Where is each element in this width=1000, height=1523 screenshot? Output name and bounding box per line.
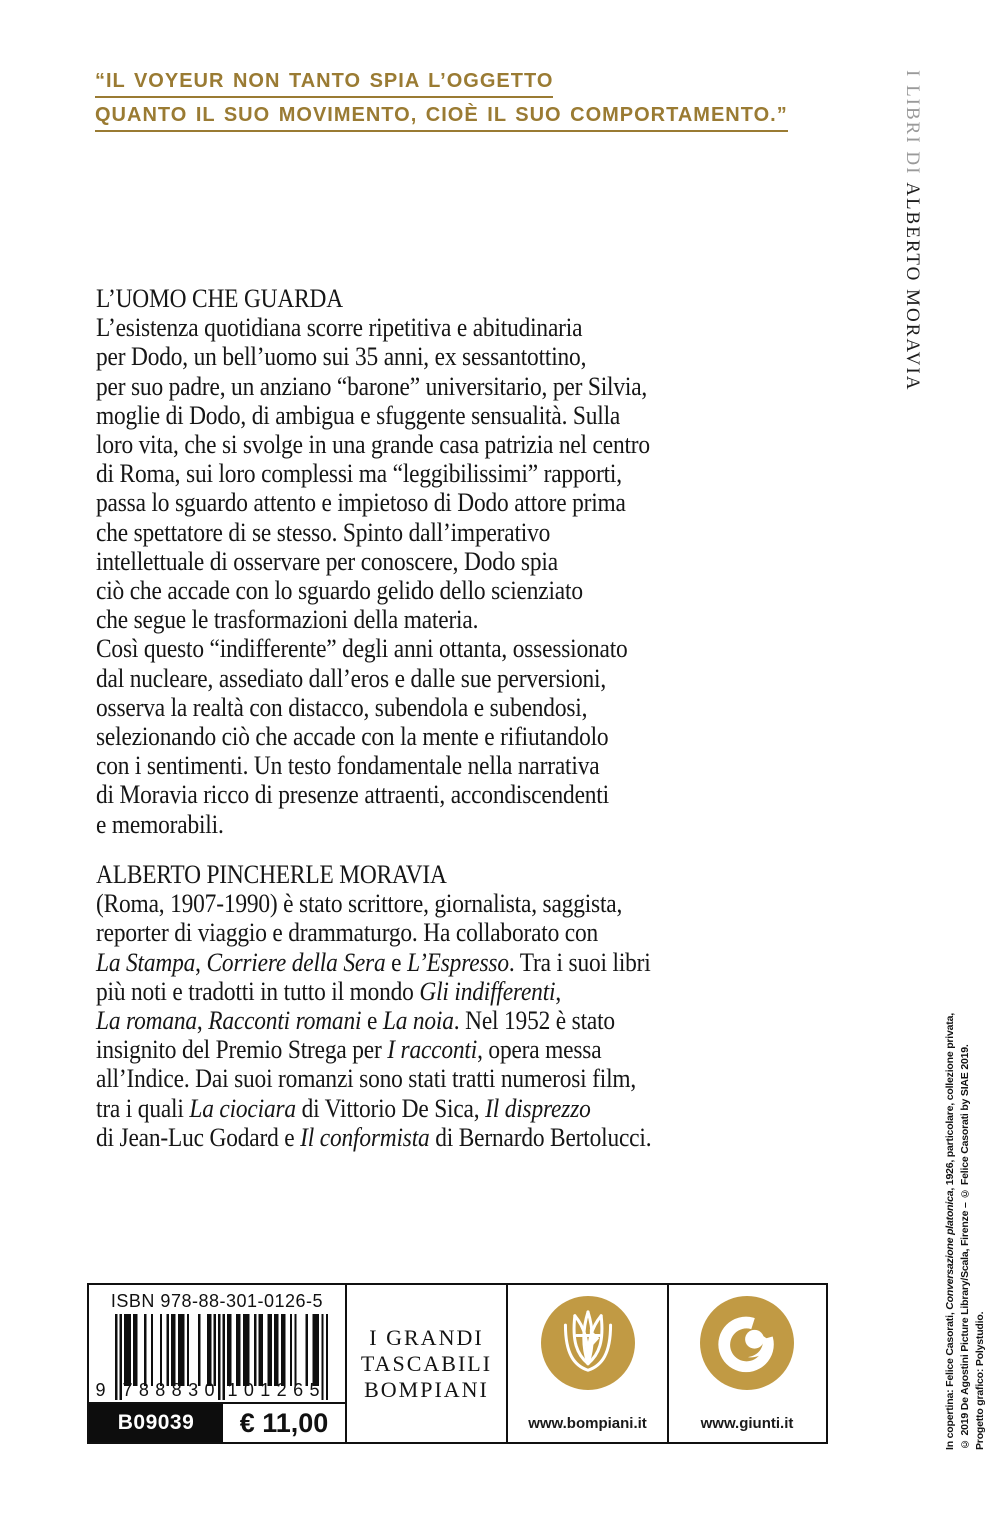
text-line: più noti e tradotti in tutto il mondo Gli indifferenti, xyxy=(96,976,562,1006)
text-line: per suo padre, un anziano “barone” universitario, per Silvia, xyxy=(96,371,648,401)
text-line: selezionando ciò che accade con la mente e rifiutandolo xyxy=(96,722,609,752)
text-line: che segue le trasformazioni della materia. xyxy=(96,605,479,635)
barcode-digit: 3 xyxy=(188,1380,199,1400)
text-line: di Moravia ricco di presenze attraenti, accondiscendenti xyxy=(96,780,609,810)
text-line: all’Indice. Dai suoi romanzi sono stati tratti numerosi film, xyxy=(96,1064,637,1094)
barcode-digit: 1 xyxy=(260,1380,271,1400)
price: € 11,00 xyxy=(239,1407,329,1438)
text-line: osserva la realtà con distacco, subendola e subendosi, xyxy=(96,692,588,722)
isbn-panel xyxy=(89,1285,345,1442)
synopsis-text xyxy=(96,313,650,839)
series-spine-label xyxy=(901,70,923,391)
giunti-panel xyxy=(667,1285,825,1442)
text-line: con i sentimenti. Un testo fondamentale nella narrativa xyxy=(96,751,600,781)
series-line-1: I GRANDI xyxy=(369,1324,484,1350)
barcode-first-digit: 9 xyxy=(95,1380,106,1400)
text-line: di Roma, sui loro complessi ma “leggibilissimi” rapporti, xyxy=(96,459,622,489)
text-line: che spettatore di se stesso. Spinto dall’imperativo xyxy=(96,517,551,547)
text-line: passa lo sguardo attento e impietoso di Dodo attore prima xyxy=(96,488,626,518)
bompiani-panel xyxy=(506,1285,667,1442)
text-line: L’esistenza quotidiana scorre ripetitiva e abitudinaria xyxy=(96,313,583,343)
edition-code: B09039 xyxy=(89,1404,223,1442)
quote-line-2 xyxy=(95,104,788,138)
isbn-label: ISBN 978-88-301-0126-5 xyxy=(110,1291,324,1311)
synopsis-block xyxy=(96,284,650,839)
text-line: e memorabili. xyxy=(96,809,224,839)
code-price-row xyxy=(89,1402,345,1442)
quote-line-1-text: “IL VOYEUR NON TANTO SPIA L’OGGETTO xyxy=(95,70,553,98)
text-line: di Jean-Luc Godard e Il conformista di Bernardo Bertolucci. xyxy=(96,1122,652,1152)
text-line: La Stampa, Corriere della Sera e L’Espresso. Tra i suoi libri xyxy=(96,947,651,977)
barcode-digit: 7 xyxy=(122,1380,133,1400)
bompiani-url: www.bompiani.it xyxy=(528,1415,647,1432)
series-line-3: BOMPIANI xyxy=(364,1376,489,1402)
giunti-logo-icon xyxy=(700,1296,794,1390)
text-line: (Roma, 1907-1990) è stato scrittore, giornalista, saggista, xyxy=(96,889,623,919)
barcode-digit: 8 xyxy=(138,1380,149,1400)
text-line: In copertina: Felice Casorati, Conversazione platonica, 1926, particolare, collezione privata, xyxy=(944,1013,956,1450)
barcode-digits-left xyxy=(123,1380,215,1401)
text-line: moglie di Dodo, di ambigua e sfuggente sensualità. Sulla xyxy=(96,400,621,430)
bompiani-logo-icon xyxy=(541,1296,635,1390)
series-panel xyxy=(345,1285,506,1442)
giunti-url: www.giunti.it xyxy=(700,1415,794,1432)
text-line: loro vita, che si svolge in una grande casa patrizia nel centro xyxy=(96,430,650,460)
text-line: intellettuale di osservare per conoscere, Dodo spia xyxy=(96,546,558,576)
text-line: reporter di viaggio e drammaturgo. Ha collaborato con xyxy=(96,918,599,948)
barcode-digit: 5 xyxy=(309,1380,320,1400)
bio-text xyxy=(96,889,651,1152)
photo-credits xyxy=(943,898,988,1450)
text-line: insignito del Premio Strega per I racconti, opera messa xyxy=(96,1035,602,1065)
barcode-digits-right xyxy=(228,1380,320,1401)
cover-quote xyxy=(95,70,788,138)
text-line: © 2019 De Agostini Picture Library/Scala, Firenze – © Felice Casorati by SIAE 2019. xyxy=(959,1044,971,1450)
barcode-digit: 0 xyxy=(243,1380,254,1400)
text-line: La romana, Racconti romani e La noia. Nel 1952 è stato xyxy=(96,1006,615,1036)
text-line: ciò che accade con lo sguardo gelido dello scienziato xyxy=(96,576,583,606)
spine-series-prefix: I LIBRI DI xyxy=(902,70,923,176)
barcode-digit: 6 xyxy=(293,1380,304,1400)
quote-line-2-text: QUANTO IL SUO MOVIMENTO, CIOÈ IL SUO COMPORTAMENTO.” xyxy=(95,104,788,132)
barcode-digit: 8 xyxy=(155,1380,166,1400)
text-line: tra i quali La ciociara di Vittorio De Sica, Il disprezzo xyxy=(96,1093,591,1123)
text-line: Progetto grafico: Polystudio. xyxy=(974,1311,986,1450)
text-line: dal nucleare, assediato dall’eros e dalle sue perversioni, xyxy=(96,663,607,693)
barcode-digit: 1 xyxy=(227,1380,238,1400)
quote-line-1 xyxy=(95,70,788,104)
barcode-digit: 8 xyxy=(171,1380,182,1400)
text-line: per Dodo, un bell’uomo sui 35 anni, ex sessantottino, xyxy=(96,342,587,372)
text-line: Così questo “indifferente” degli anni ottanta, ossessionato xyxy=(96,634,628,664)
ean13-barcode xyxy=(92,1314,343,1402)
barcode-digit: 0 xyxy=(204,1380,215,1400)
barcode-area xyxy=(89,1285,345,1402)
author-name: ALBERTO PINCHERLE MORAVIA xyxy=(96,860,447,889)
spine-author-name: ALBERTO MORAVIA xyxy=(902,182,923,392)
barcode-digit: 2 xyxy=(276,1380,287,1400)
footer-row xyxy=(87,1283,828,1444)
series-line-2: TASCABILI xyxy=(360,1350,493,1376)
book-title: L’UOMO CHE GUARDA xyxy=(96,284,343,313)
author-bio-block xyxy=(96,860,651,1152)
